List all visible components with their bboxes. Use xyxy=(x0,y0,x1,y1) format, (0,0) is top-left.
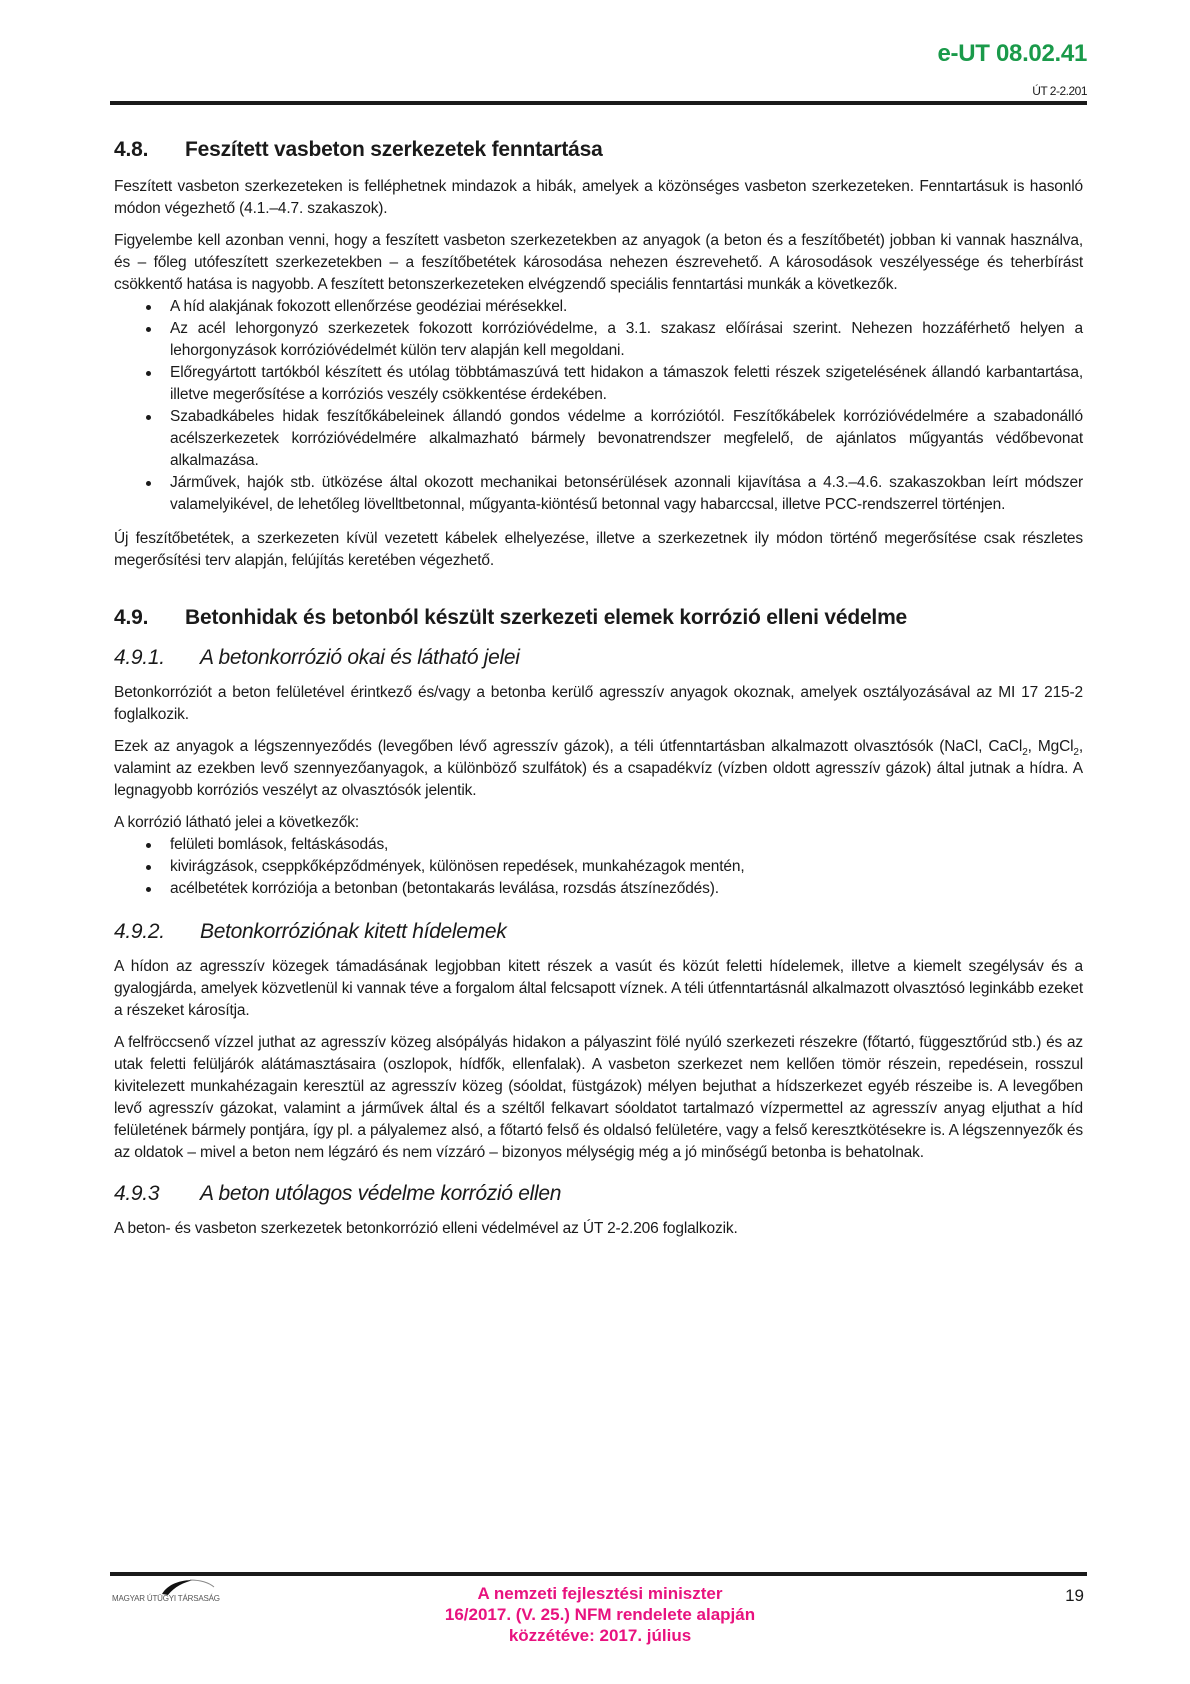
subscript: 2 xyxy=(1022,747,1028,759)
subsection-number: 4.9.2. xyxy=(114,920,165,943)
section-heading-4-9 xyxy=(114,606,1083,630)
paragraph: Figyelembe kell azonban venni, hogy a feszített vasbeton szerkezetekben az anyagok (a beton és a feszítőbetét) jobban ki vannak használva, és – főleg utófeszített szerkezetekben – a feszítőbetétek károsodása nehezen észrevehető. A károsodások veszélyessége és teherbírást csökkentő hatása is nagyobb. A feszített betonszerkezeteken elvégzendő speciális fenntartási munkák a következők. xyxy=(114,232,1083,293)
subsection-heading-4-9-2 xyxy=(114,920,1083,944)
document-body xyxy=(114,138,1083,1250)
footer-rule xyxy=(110,1572,1087,1576)
document-code: e-UT 08.02.41 xyxy=(937,40,1087,67)
paragraph: A beton- és vasbeton szerkezetek betonkorrózió elleni védelmével az ÚT 2-2.206 foglalkozik. xyxy=(114,1220,738,1237)
document-subcode: ÚT 2-2.201 xyxy=(1032,84,1087,98)
notice-line-2: 16/2017. (V. 25.) NFM rendelete alapján xyxy=(444,1605,756,1624)
paragraph xyxy=(114,736,1083,802)
section-number: 4.9. xyxy=(114,606,149,629)
subsection-number: 4.9.1. xyxy=(114,646,165,669)
bullet-list xyxy=(114,834,1083,900)
subsection-heading-4-9-3 xyxy=(114,1182,1083,1206)
subsection-number: 4.9.3 xyxy=(114,1182,160,1205)
notice-line-3: közzétéve: 2017. július xyxy=(508,1626,692,1645)
section-number: 4.8. xyxy=(114,138,149,161)
list-item: A híd alakjának fokozott ellenőrzése geodéziai mérésekkel. xyxy=(114,296,1083,318)
logo-text: MAGYAR ÚTÜGYI TÁRSASÁG xyxy=(112,1594,220,1603)
paragraph: A hídon az agresszív közegek támadásának legjobban kitett részek a vasút és közút feletti hídelemek, illetve a kiemelt szegélysáv és a gyalogjárda, amelyek közvetlenül ki vannak téve a forgalom által felcsapott víznek. A téli útfenntartásnál alkalmazott olvasztósó leginkább ezeket a részeket károsítja. xyxy=(114,958,1083,1019)
list-item: Szabadkábeles hidak feszítőkábeleinek állandó gondos védelme a korróziótól. Feszítőkábelek korrózióvédelmére a szabadonálló acélszerkezetek korrózióvédelmére alkalmazható bármely bevonatrendszer megfelelő, de ajánlatos műgyantás védőbevonat alkalmazása. xyxy=(114,406,1083,472)
paragraph: Feszített vasbeton szerkezeteken is felléphetnek mindazok a hibák, amelyek a közönséges vasbeton szerkezeteken. Fenntartásuk is hasonló módon végezhető (4.1.–4.7. szakaszok). xyxy=(114,178,1083,217)
section-title: Betonhidak és betonból készült szerkezeti elemek korrózió elleni védelme xyxy=(185,606,908,629)
list-item: kivirágzások, cseppkőképződmények, különösen repedések, munkahézagok mentén, xyxy=(114,856,1083,878)
paragraph: Betonkorróziót a beton felületével érintkező és/vagy a betonba kerülő agresszív anyagok okoznak, amelyek osztályozásával az MI 17 215-2 foglalkozik. xyxy=(114,684,1083,723)
list-item: Az acél lehorgonyzó szerkezetek fokozott korrózióvédelme, a 3.1. szakasz előírásai szerint. Nehezen hozzáférhető helyen a lehorgonyzások korrózióvédelmét külön terv alapján kell megoldani. xyxy=(114,318,1083,362)
list-item: felületi bomlások, feltáskásodás, xyxy=(114,834,1083,856)
subsection-title: A beton utólagos védelme korrózió ellen xyxy=(200,1182,562,1205)
subsection-title: Betonkorróziónak kitett hídelemek xyxy=(200,920,507,943)
subscript: 2 xyxy=(1073,747,1079,759)
section-title: Feszített vasbeton szerkezetek fenntartása xyxy=(185,138,603,161)
publication-notice xyxy=(300,1583,900,1646)
list-item: Előregyártott tartókból készített és utólag többtámaszúvá tett hidakon a támaszok feletti részek szigetelésének állandó karbantartása, illetve megerősítése a korróziós veszély csökkentése érdekében. xyxy=(114,362,1083,406)
paragraph: Új feszítőbetétek, a szerkezeten kívül vezetett kábelek elhelyezése, illetve a szerkezetnek ily módon történő megerősítése csak részletes megerősítési terv alapján, felújítás keretében végezhető. xyxy=(114,530,1083,569)
text-run: Ezek az anyagok a légszennyeződés (levegőben lévő agresszív gázok), a téli útfenntartásban alkalmazott olvasztósók (NaCl, CaCl xyxy=(114,738,1023,755)
list-item: acélbetétek korróziója a betonban (betontakarás leválása, rozsdás átszíneződés). xyxy=(114,878,1083,900)
subsection-heading-4-9-1 xyxy=(114,646,1083,670)
page-number: 19 xyxy=(1065,1586,1084,1605)
text-run: , MgCl xyxy=(1027,738,1074,755)
paragraph: A felfröccsenő vízzel juthat az agresszív közeg alsópályás hidakon a pályaszint fölé nyúló szerkezeti részekre (főtartó, függesztőrúd stb.) és az utak feletti felüljárók alátámasztásaira (oszlopok, hídfők, ellenfalak). A vasbeton szerkezet nem kellően tömör részein, repedésein, rosszul kivitelezett munkahézagain keresztül az agresszív közeg (sóoldat, füstgázok) mélyen bejuthat a hídszerkezet egyéb részeibe is. A levegőben levő agresszív gázokat, valamint a járművek által és a széltől felkavart sóoldatot tartalmazó vízpermettel az agresszív anyag eljuthat a híd felületének bármely pontjára, így pl. a pályalemez alsó, a főtartó felső és oldalsó felületére, vagy a felső keresztkötésekre is. A légszennyezők és az oldatok – mivel a beton nem légzáró és nem vízzáró – bizonyos mélységig még a jó minőségű betonba is behatolnak. xyxy=(114,1034,1083,1161)
paragraph: A korrózió látható jelei a következők: xyxy=(114,814,360,831)
bullet-list xyxy=(114,296,1083,516)
text-run: , valamint az ezekben levő szennyezőanyagok, a különböző szulfátok) és a csapadékvíz (vízben oldott agresszív gázok) által jutnak a hídra. A legnagyobb korróziós veszélyt az olvasztósók jelentik. xyxy=(114,738,1083,799)
header-rule xyxy=(110,101,1087,105)
notice-line-1: A nemzeti fejlesztési miniszter xyxy=(477,1584,723,1603)
subsection-title: A betonkorrózió okai és látható jelei xyxy=(200,646,520,669)
list-item: Járművek, hajók stb. ütközése által okozott mechanikai betonsérülések azonnali kijavítása a 4.3.–4.6. szakaszokban leírt módszer valamelyikével, de lehetőleg lövelltbetonnal, műgyanta-kiöntésű betonnal vagy habarccsal, illetve PCC-rendszerrel történjen. xyxy=(114,472,1083,516)
publisher-logo xyxy=(112,1578,252,1614)
section-heading-4-8 xyxy=(114,138,1083,162)
